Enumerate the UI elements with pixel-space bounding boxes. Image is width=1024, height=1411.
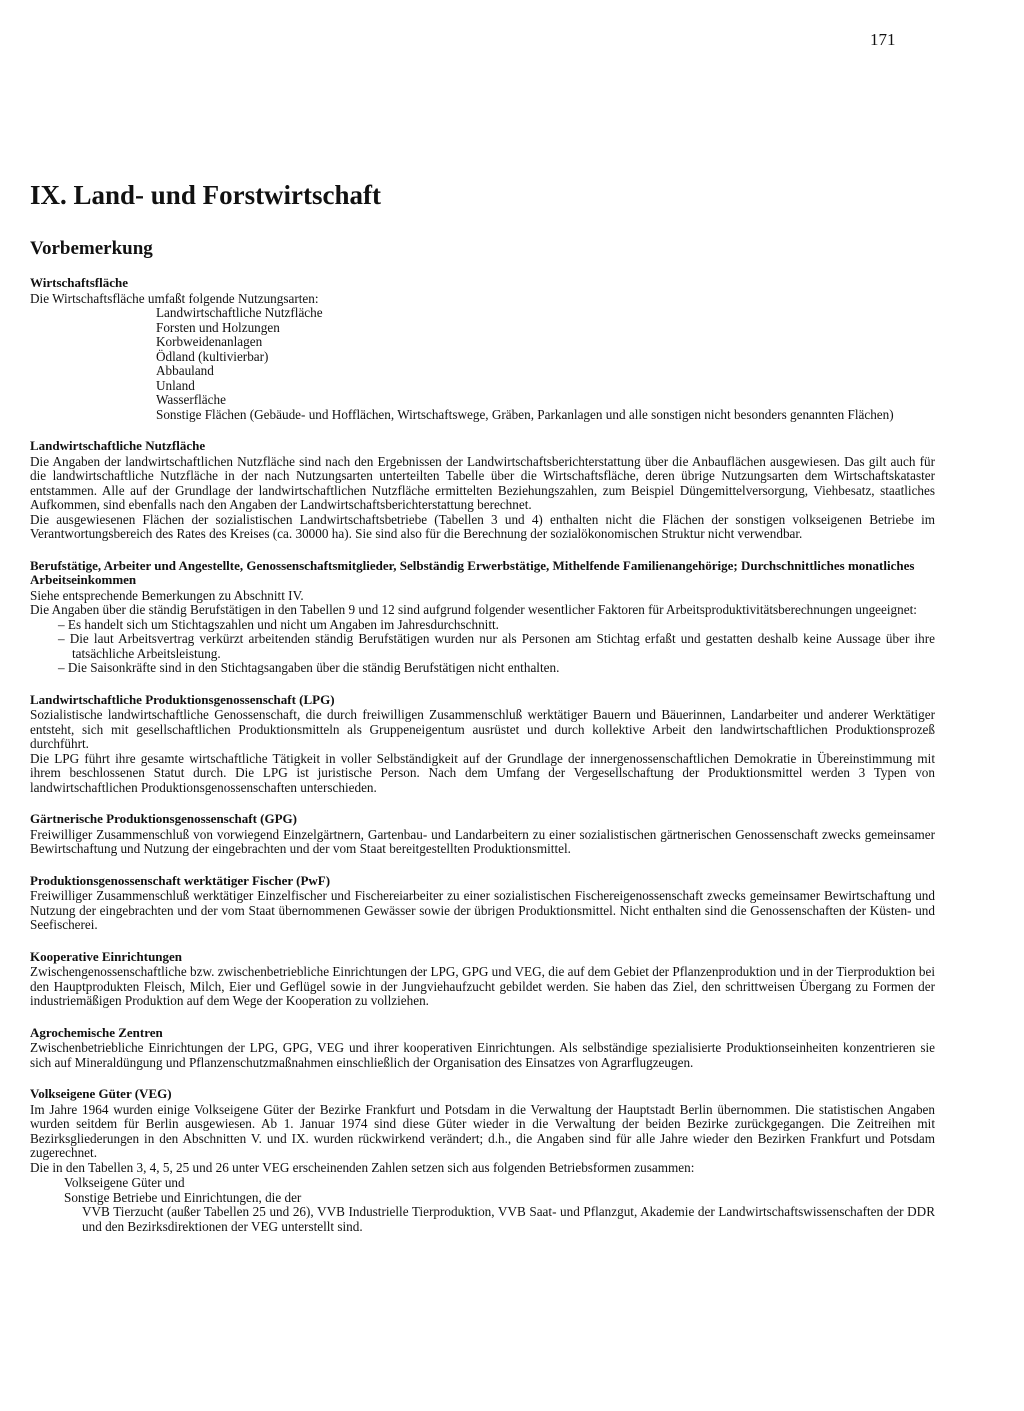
- section-heading: Kooperative Einrichtungen: [30, 948, 183, 964]
- paragraph: Die in den Tabellen 3, 4, 5, 25 und 26 unter VEG erscheinenden Zahlen setzen sich aus folgenden Betriebsformen zusammen:: [30, 1159, 695, 1175]
- list-item: Volkseigene Güter und: [64, 1175, 185, 1190]
- list-item: – Die laut Arbeitsvertrag verkürzt arbeitenden ständig Berufstätigen wurden nur als Personen am Stichtag erfaßt und gestatten deshalb keine Aussage über ihre tatsächliche Arbeitsleistung.: [58, 631, 935, 661]
- paragraph: Die Wirtschaftsfläche umfaßt folgende Nutzungsarten:: [30, 290, 319, 306]
- paragraph: Die Angaben der landwirtschaftlichen Nutzfläche sind nach den Ergebnissen der Landwirtschaftsberichterstattung über die Anbauflächen ausgewiesen. Das gilt auch für die landwirtschaftliche Nutzfläche in der nach Nutzungsarten unterteilten Tabelle über die Wirtschaftsfläche, deren übrige Nutzungsarten dem Wirtschaftskataster entstammen. Alle auf der Grundlage der landwirtschaftlichen Nutzfläche ermittelten Beziehungszahlen, zum Beispiel Düngemittelversorgung, Viehbesatz, staatliches Aufkommen, sind ebenfalls nach den Angaben der Landwirtschaftsberichterstattung berechnet.: [30, 453, 935, 512]
- list-item: Forsten und Holzungen: [156, 319, 280, 335]
- section-agrochemische-zentren: [30, 1026, 935, 1071]
- section-heading: Gärtnerische Produktionsgenossenschaft (GPG): [30, 811, 297, 826]
- section-heading: Landwirtschaftliche Nutzfläche: [30, 438, 206, 453]
- content: [30, 276, 935, 1251]
- section-berufstaetige: [30, 559, 935, 676]
- paragraph: Im Jahre 1964 wurden einige Volkseigene Güter der Bezirke Frankfurt und Potsdam in die Verwaltung der Hauptstadt Berlin übernommen. Die statistischen Angaben wurden seitdem für Berlin ausgewiesen. Ab 1. Januar 1974 sind diese Güter wieder in die Verwaltung der beiden Bezirke zurückgegangen. Die Zeitreihen mit Bezirksgliederungen in den Abschnitten V. und IX. wurden rückwirkend verändert; d.h., die Angaben sind für alle Jahre wieder den Bezirken Frankfurt und Potsdam zugerechnet.: [30, 1101, 935, 1160]
- intro-heading: Vorbemerkung: [30, 238, 153, 259]
- paragraph: Sozialistische landwirtschaftliche Genossenschaft, die durch freiwilligen Zusammenschluß werktätiger Bauern und Bäuerinnen, Landarbeiter und anderer Werktätiger entsteht, sich mit gesellschaftlichen Produktionsmitteln als Gruppeneigentum ausrüstet und durch kollektive Arbeit den landwirtschaftlichen Produktionsprozeß durchführt.: [30, 707, 935, 751]
- list-item: Abbauland: [156, 363, 214, 378]
- section-pwf: [30, 874, 935, 933]
- paragraph: Freiwilliger Zusammenschluß werktätiger Einzelfischer und Fischereiarbeiter zu einer sozialistischen Fischereigenossenschaft zwecks gemeinsamer Bewirtschaftung und Nutzung der eingebrachten und der vom Staat übernommenen Gewässer sowie der übrigen Produktionsmittel. Nicht enthalten sind die Genossenschaften der Küsten- und Seefischerei.: [30, 888, 935, 932]
- list-item: Wasserfläche: [156, 392, 226, 407]
- paragraph: Zwischengenossenschaftliche bzw. zwischenbetriebliche Einrichtungen der LPG, GPG und VEG, die auf dem Gebiet der Pflanzenproduktion und in der Tierproduktion bei den Hauptprodukten Fleisch, Milch, Eier und Geflügel sowie in der Jungviehaufzucht gebildet werden. Sie haben das Ziel, den schrittweisen Übergang zu Formen der industriemäßigen Produktion auf dem Wege der Kooperation zu vollziehen.: [30, 964, 935, 1008]
- section-heading: Produktionsgenossenschaft werktätiger Fischer (PwF): [30, 872, 331, 888]
- section-heading: Wirtschaftsfläche: [30, 275, 128, 290]
- chapter-title: IX. Land- und Forstwirtschaft: [30, 180, 382, 210]
- list-item: Ödland (kultivierbar): [156, 348, 269, 364]
- list-item: – Es handelt sich um Stichtagszahlen und nicht um Angaben im Jahresdurchschnitt.: [58, 616, 499, 632]
- section-nutzflaeche: [30, 439, 935, 542]
- paragraph: Die Angaben über die ständig Berufstätigen in den Tabellen 9 und 12 sind aufgrund folgender wesentlicher Faktoren für Arbeitsproduktivitätsberechnungen ungeeignet:: [30, 602, 917, 617]
- section-heading: Agrochemische Zentren: [30, 1024, 163, 1040]
- section-veg: [30, 1087, 935, 1234]
- paragraph: Siehe entsprechende Bemerkungen zu Abschnitt IV.: [30, 587, 304, 603]
- section-wirtschaftsflaeche: [30, 276, 935, 422]
- section-heading: Volkseigene Güter (VEG): [30, 1086, 172, 1101]
- page-number: 171: [870, 30, 896, 49]
- paragraph: Freiwilliger Zusammenschluß von vorwiegend Einzelgärtnern, Gartenbau- und Landarbeitern zu einer sozialistischen gärtnerischen Genossenschaft zwecks gemeinsamer Bewirtschaftung und Nutzung der eingebrachten und der vom Staat bereitgestellten Produktionsmittel.: [30, 826, 935, 856]
- list-item: – Die Saisonkräfte sind in den Stichtagsangaben über die ständig Berufstätigen nicht enthalten.: [58, 660, 560, 675]
- section-gpg: [30, 812, 935, 857]
- section-kooperative-einrichtungen: [30, 950, 935, 1009]
- list-item: Korbweidenanlagen: [156, 334, 263, 349]
- section-lpg: [30, 693, 935, 796]
- factor-list: [58, 618, 935, 676]
- list-item: VVB Tierzucht (außer Tabellen 25 und 26), VVB Industrielle Tierproduktion, VVB Saat- und Pflanzgut, Akademie der Landwirtschaftswissenschaften der DDR und den Bezirksdirektionen der VEG unterstellt sind.: [82, 1204, 935, 1234]
- veg-list: [64, 1176, 935, 1234]
- land-use-list: [156, 306, 935, 422]
- list-item: Sonstige Flächen (Gebäude- und Hofflächen, Wirtschaftswege, Gräben, Parkanlagen und alle sonstigen nicht besonders genannten Flächen): [156, 406, 894, 422]
- list-item: Landwirtschaftliche Nutzfläche: [156, 305, 323, 320]
- section-heading: Landwirtschaftliche Produktionsgenossenschaft (LPG): [30, 691, 335, 707]
- section-heading: Berufstätige, Arbeiter und Angestellte, Genossenschaftsmitglieder, Selbständig Erwerbstätige, Mithelfende Familienangehörige; Durchschnittliches monatliches Arbeitseinkommen: [30, 557, 915, 587]
- paragraph: Die LPG führt ihre gesamte wirtschaftliche Tätigkeit in voller Selbständigkeit auf der Grundlage der innergenossenschaftlichen Demokratie in Übereinstimmung mit ihrem beschlossenen Statut durch. Die LPG ist juristische Person. Nach dem Umfang der Vergesellschaftung der Produktionsmittel werden 3 Typen von landwirtschaftlichen Produktionsgenossenschaften unterschieden.: [30, 750, 935, 795]
- list-item: Sonstige Betriebe und Einrichtungen, die der: [64, 1189, 302, 1205]
- paragraph: Zwischenbetriebliche Einrichtungen der LPG, GPG, VEG und ihrer kooperativen Einrichtungen. Als selbständige spezialisierte Produktionseinheiten konzentrieren sie sich auf Mineraldüngung und Pflanzenschutzmaßnahmen einschließlich der Organisation des Einsatzes von Agrarflugzeugen.: [30, 1040, 935, 1070]
- paragraph: Die ausgewiesenen Flächen der sozialistischen Landwirtschaftsbetriebe (Tabellen 3 und 4) enthalten nicht die Flächen der sonstigen volkseigenen Betriebe im Verantwortungsbereich des Rates des Kreises (ca. 30000 ha). Sie sind also für die Berechnung der sozialökonomischen Struktur nicht verwendbar.: [30, 511, 935, 541]
- list-item: Unland: [156, 377, 195, 393]
